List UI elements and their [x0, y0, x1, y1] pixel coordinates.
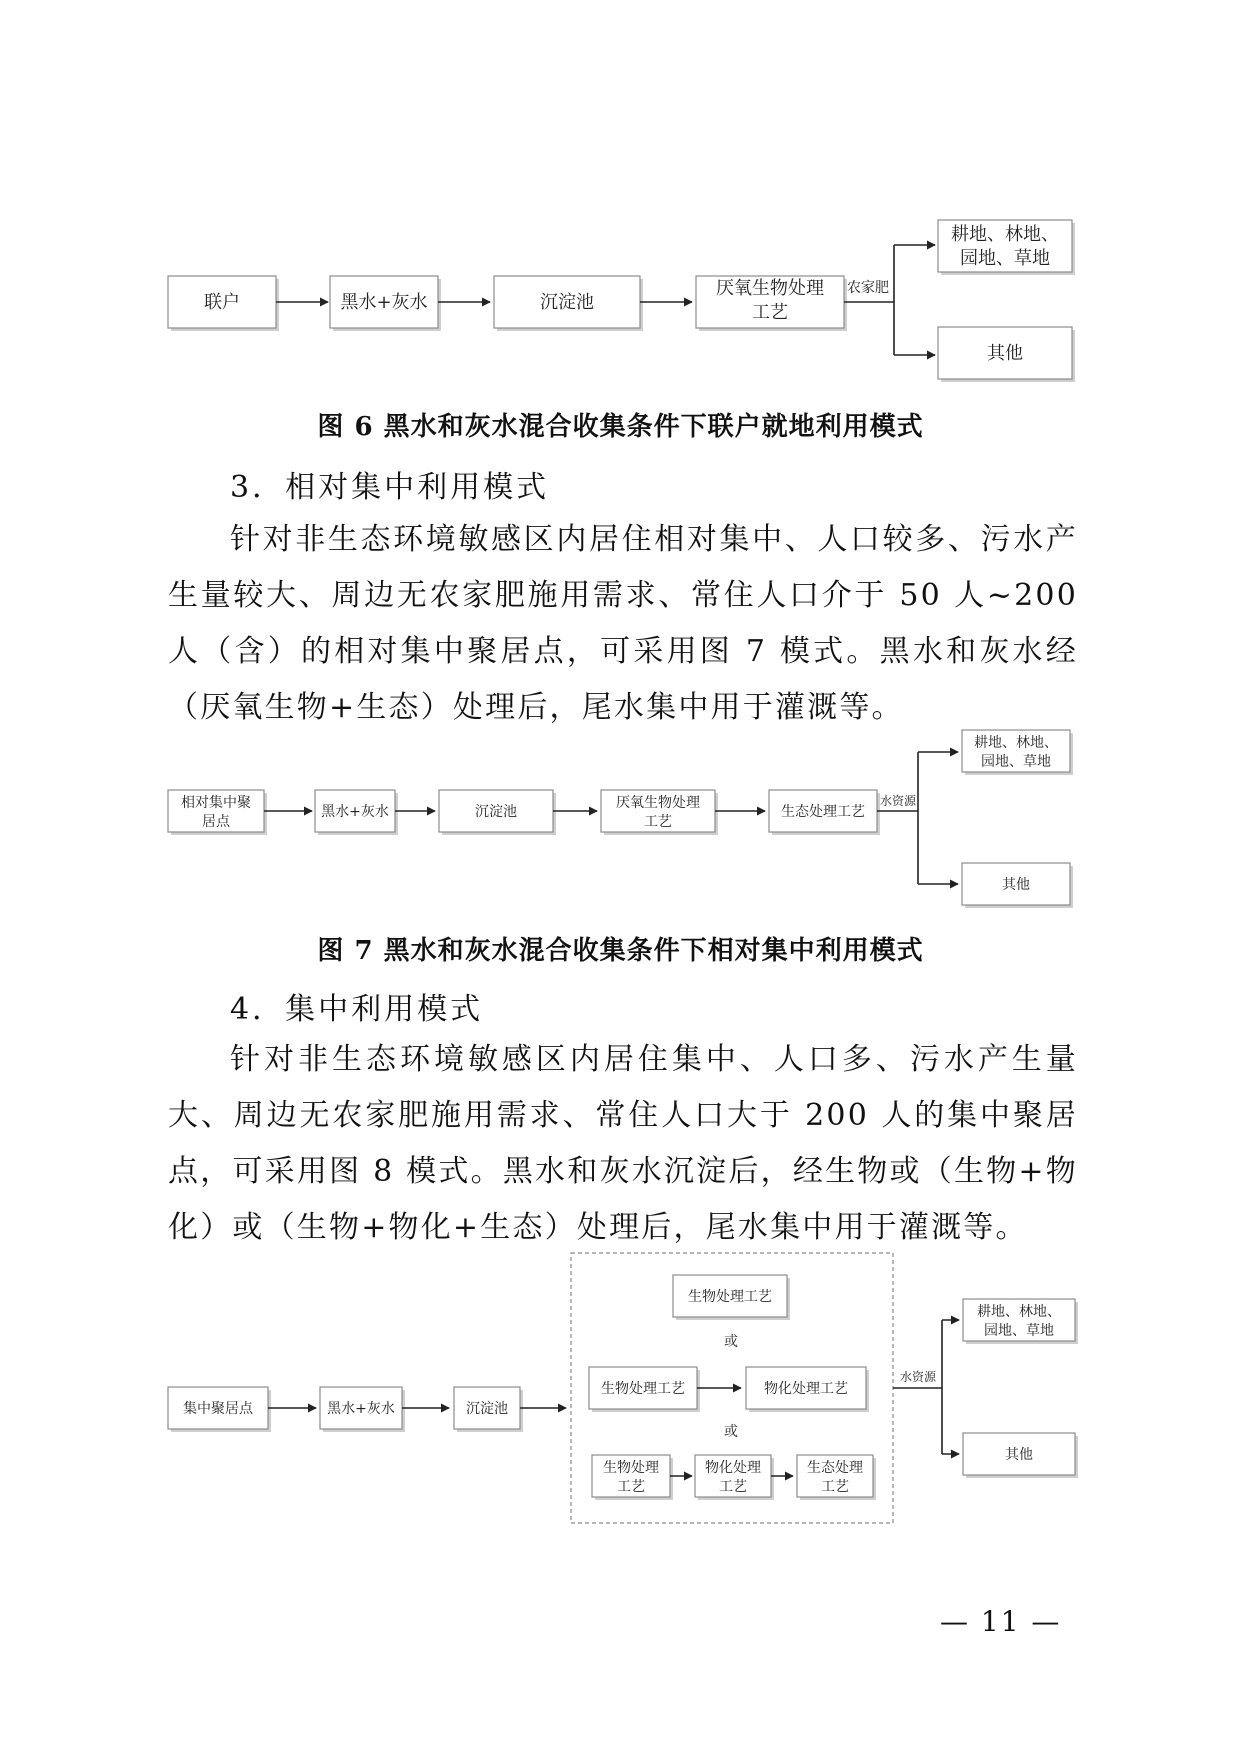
fig8-box-bio3: [592, 1455, 673, 1500]
fig7-box-out1: [962, 730, 1073, 775]
fig8-out2-label: 其他: [1005, 1447, 1033, 1463]
fig8-box-bio: [673, 1275, 790, 1320]
fig8-out1-label-1: 耕地、林地、: [977, 1304, 1061, 1320]
fig8-phys2-label: 物化处理工艺: [764, 1381, 848, 1397]
fig8-start-label: 集中聚居点: [183, 1401, 253, 1417]
fig6-box-water: [330, 276, 441, 331]
fig6-out2-label: 其他: [987, 343, 1023, 364]
fig8-out1-label-2: 园地、草地: [984, 1323, 1054, 1339]
fig6-out1-label-2: 园地、草地: [960, 248, 1050, 269]
fig8-water-label: 黑水+灰水: [327, 1401, 395, 1417]
fig8-phys3-label-2: 工艺: [719, 1479, 747, 1495]
fig8-phys3-label-1: 物化处理: [705, 1460, 761, 1476]
fig8-settle-label: 沉淀池: [466, 1401, 508, 1417]
fig7-anaerobic-label-2: 工艺: [644, 814, 672, 830]
fig8-eco3-label-1: 生态处理: [807, 1460, 863, 1476]
fig6-water-label: 黑水+灰水: [340, 292, 428, 313]
page-number: — 11 —: [940, 1605, 1062, 1638]
fig7-box-water: [315, 790, 398, 835]
fig7-out1-label-1: 耕地、林地、: [974, 735, 1058, 751]
fig7-branch-label: 水资源: [879, 794, 917, 808]
fig8-box-out1: [963, 1299, 1078, 1344]
fig8-box-eco3: [797, 1455, 876, 1500]
fig6-box-settle: [494, 276, 643, 331]
fig8-box-bio2: [589, 1367, 700, 1412]
fig8-box-start: [168, 1387, 271, 1432]
fig8-box-settle: [454, 1387, 523, 1432]
section-3-heading: 3．相对集中利用模式: [230, 470, 550, 505]
section-4-paragraph: 针对非生态环境敏感区内居住集中、人口多、污水产生量大、周边无农家肥施用需求、常住人口大于 200 人的集中聚居点，可采用图 8 模式。黑水和灰水沉淀后，经生物或（生物+物化）或（生物+物化+生态）处理后，尾水集中用于灌溉等。: [168, 1042, 1078, 1245]
section-3-paragraph: 针对非生态环境敏感区内居住相对集中、人口较多、污水产生量较大、周边无农家肥施用需求、常住人口介于 50 人~200 人（含）的相对集中聚居点，可采用图 7 模式。黑水和灰水经（厌氧生物+生态）处理后，尾水集中用于灌溉等。: [168, 522, 1078, 725]
fig8-or-2: 或: [724, 1424, 738, 1440]
fig8-box-water: [320, 1387, 405, 1432]
fig6-anaerobic-label-2: 工艺: [752, 302, 788, 323]
figure-7-caption: 图 7 黑水和灰水混合收集条件下相对集中利用模式: [317, 936, 924, 966]
figure-6-diagram: [0, 0, 1241, 400]
fig7-eco-label: 生态处理工艺: [781, 804, 865, 820]
figure-7-diagram: [0, 720, 1241, 920]
fig8-box-phys2: [746, 1367, 869, 1412]
fig7-settle-label: 沉淀池: [475, 804, 517, 820]
fig8-box-out2: [963, 1433, 1078, 1478]
fig6-box-start: [168, 276, 279, 331]
fig6-box-out2: [938, 327, 1075, 382]
fig8-bio3-label-1: 生物处理: [603, 1460, 659, 1476]
fig6-out1-label-1: 耕地、林地、: [951, 224, 1059, 245]
fig7-box-anaerobic: [601, 790, 718, 835]
fig7-box-out2: [962, 863, 1073, 908]
fig7-box-start: [168, 790, 267, 835]
fig7-out2-label: 其他: [1002, 877, 1030, 893]
fig6-box-out1: [938, 220, 1075, 275]
fig8-bio3-label-2: 工艺: [617, 1479, 645, 1495]
fig7-out1-label-2: 园地、草地: [981, 754, 1051, 770]
fig6-box-anaerobic: [696, 276, 847, 331]
fig6-settle-label: 沉淀池: [540, 292, 594, 313]
fig7-water-label: 黑水+灰水: [321, 804, 389, 820]
fig7-anaerobic-label-1: 厌氧生物处理: [616, 795, 700, 811]
fig7-start-label-2: 居点: [202, 814, 230, 830]
fig8-or-1: 或: [724, 1334, 738, 1350]
fig6-anaerobic-label-1: 厌氧生物处理: [716, 278, 824, 299]
fig8-bio2-label: 生物处理工艺: [601, 1381, 685, 1397]
figure-8-diagram: [0, 1250, 1241, 1530]
fig7-start-label-1: 相对集中聚: [181, 795, 251, 811]
section-4-heading: 4．集中利用模式: [230, 992, 484, 1027]
fig7-box-settle: [439, 790, 556, 835]
fig6-start-label: 联户: [204, 292, 240, 313]
fig8-box-phys3: [695, 1455, 774, 1500]
fig8-eco3-label-2: 工艺: [821, 1479, 849, 1495]
fig6-branch-label: 农家肥: [847, 280, 889, 296]
fig7-box-eco: [769, 790, 880, 835]
fig8-bio-label: 生物处理工艺: [688, 1289, 772, 1305]
fig8-branch-label: 水资源: [899, 1370, 937, 1384]
figure-6-caption: 图 6 黑水和灰水混合收集条件下联户就地利用模式: [317, 412, 924, 442]
